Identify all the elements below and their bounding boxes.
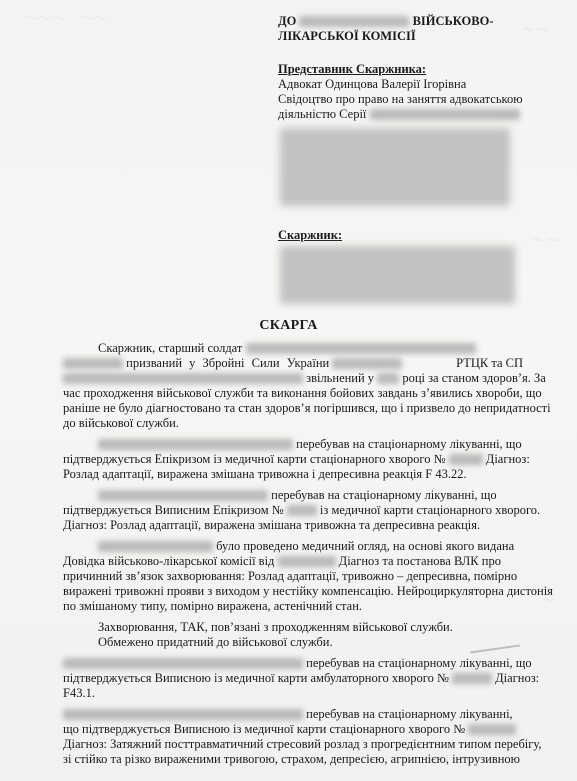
body-text: із медичної карти стаціонарного хворого.: [319, 503, 541, 517]
redacted-region: [63, 373, 303, 384]
bleed-through-marks: 〜〜〜 〜〜: [22, 12, 106, 27]
redacted-date: [98, 541, 213, 552]
body-text: Діагноз та постанова ВЛК про: [338, 554, 501, 568]
body-text: підтверджується Епікризом із медичної карти стаціонарного хворого №: [63, 452, 446, 466]
complainant-heading: Скаржник:: [278, 228, 343, 242]
body-text: РТЦК та СП: [456, 356, 523, 370]
body-text: підтверджується Виписною із медичної карти амбулаторного хворого №: [63, 671, 449, 685]
body-text: Діагноз:: [495, 671, 540, 685]
body-text: по змішаному типу, помірно виражена, астенічний стан.: [63, 599, 363, 613]
redacted-place: [63, 358, 123, 369]
representative-cert-line2: діяльністю Серії: [278, 107, 367, 121]
body-text: що підтверджується Виписною із медичної карти стаціонарного хворого №: [63, 722, 466, 736]
representative-name: Адвокат Одинцова Валерії Ігорівна: [278, 77, 467, 91]
body-text: Довідка військово-лікарської комісії від: [63, 554, 275, 568]
addressee: [278, 14, 494, 44]
body-text: F43.1.: [63, 686, 95, 700]
body-text: Діагноз: Розлад адаптації, виражена змішана тривожна та депресивна реакція.: [63, 518, 481, 532]
addressee-to-suffix: ВІЙСЬКОВО-: [412, 14, 494, 28]
addressee-line2: ЛІКАРСЬКОЇ КОМІСІЇ: [278, 29, 416, 43]
redacted-epicrisis-number: [287, 505, 317, 516]
body-text: було проведено медичний огляд, на основі якого видана: [216, 539, 515, 553]
redacted-year: [377, 373, 399, 384]
body-text: перебував на стаціонарному лікуванні,: [306, 707, 513, 721]
redacted-dates: [63, 709, 303, 720]
addressee-to-prefix: ДО: [278, 14, 297, 28]
representative-cert-line1: Свідоцтво про право на заняття адвокатською: [278, 92, 523, 106]
body-text: звільнений у: [306, 371, 375, 385]
document-page: 〜〜〜 〜〜 〜〜 〜〜 〜 ДО ВІЙСЬКОВО- ЛІКАРСЬКОЇ КОМІСІЇ Представник Скаржника: Адвокат Одинцова Валерії Ігорівна Свідоцтво про право на заняття адвокатською діяльністю Серії Скаржник: СКАРГА Скаржник, старший солдат призваний у Збройні Сили України РТЦК та СП звільнений у році за станом здоров’я. За час проходження військової служби та виконання бойових завдань з’явились хвороби, що раніше не було діагностовано та стан здоров’я погіршився, що і призвело до непридатності до військової служби. перебував на стаціонарному лікуванні, що підтверджується Епікризом із медичної карти стаціонарного хворого № Діагноз: Розлад адаптації, виражена змішана тривожна і депресивна реакція F 43.22. перебував на стаціонарному лікуванні, що підтверджується Виписним Епікризом № із медичної карти стаціонарного хворого. Діагноз: Розлад адаптації, виражена змішана тривожна та депресивна реакція. було проведено медичний огляд, на основі якого видана Довідка військово-лікарської комісії від Діагноз та постанова ВЛК про причинний зв’язок захворювання: Розлад адаптації, тривожно – депресивна, помірно виражені тривожні прояви з виходом у нестійку компенсацію. Нейроциркуляторна дистонія по змішаному типу, помірно виражена, астенічний стан. Захворювання, ТАК, пов’язані з проходженням військової служби. Обмежено придатний до військової служби. перебував на стаціонарному лікуванні, що підтверджується Виписною із медичної карти амбулаторного хворого № Діагноз: F43.1. перебував на стаціонарному лікуванні, що підтверджується Виписною із медичної карти стаціонарного хворого № Діагноз: Затяжний посттравматичний стресовий розлад з прогредієнтним типом перебігу, зі стійко та різко вираженими тривогою, страхом, депресією, агрипнією, інтрузивною: [0, 0, 577, 781]
body-text: Захворювання, ТАК, пов’язані з проходженням військової служби.: [98, 620, 453, 634]
body-text: Діагноз:: [485, 452, 530, 466]
redacted-dates: [98, 490, 268, 501]
redacted-representative-details: [280, 128, 510, 206]
body-text: виражені тривожні прояви з виходом у нестійку компенсацію. Нейроциркуляторна дистонія: [63, 584, 553, 598]
redacted-card-number: [449, 454, 483, 465]
redacted-complainant-details: [280, 246, 515, 304]
representative-heading: Представник Скаржника:: [278, 62, 427, 76]
redacted-dates: [98, 439, 293, 450]
representative-block: [278, 62, 523, 122]
redacted-rtck: [332, 358, 402, 369]
body-text: Скаржник, старший солдат: [98, 341, 243, 355]
redacted-dates: [63, 658, 303, 669]
body-text: підтверджується Виписним Епікризом №: [63, 503, 284, 517]
redacted-certificate-number: [370, 109, 520, 120]
body-text: до військової служби.: [63, 416, 179, 430]
body-text: час проходження військової служби та виконання бойових завдань з’явились хвороби, що: [63, 386, 542, 400]
body-text: призваний у Збройні Сили України: [126, 356, 330, 370]
redacted-addressee-name: [299, 16, 409, 27]
body-text: раніше не було діагностовано та стан здоров’я погіршився, що і призвело до непридатності: [63, 401, 551, 415]
redacted-card-number: [468, 724, 516, 735]
redacted-card-number: [452, 673, 492, 684]
body-text: перебував на стаціонарному лікуванні, що: [271, 488, 497, 502]
body-text: Розлад адаптації, виражена змішана тривожна і депресивна реакція F 43.22.: [63, 467, 467, 481]
body-text: зі стійко та різко вираженими тривогою, страхом, депресією, агрипнією, інтрузивною: [63, 752, 521, 766]
body-text: причинний зв’язок захворювання: Розлад адаптації, тривожно – депресивна, помірно: [63, 569, 518, 583]
body-text: Діагноз: Затяжний посттравматичний стресовий розлад з прогредієнтним типом перебігу,: [63, 737, 542, 751]
document-title: СКАРГА: [259, 318, 318, 333]
redacted-date: [278, 556, 336, 567]
body-text: Обмежено придатний до військової служби.: [98, 635, 333, 649]
ink-mark: [470, 645, 520, 654]
body-text: перебував на стаціонарному лікуванні, що: [296, 437, 522, 451]
body-text: році за станом здоров’я. За: [402, 371, 546, 385]
body-text: перебував на стаціонарному лікуванні, що: [306, 656, 532, 670]
redacted-name: [246, 343, 476, 354]
